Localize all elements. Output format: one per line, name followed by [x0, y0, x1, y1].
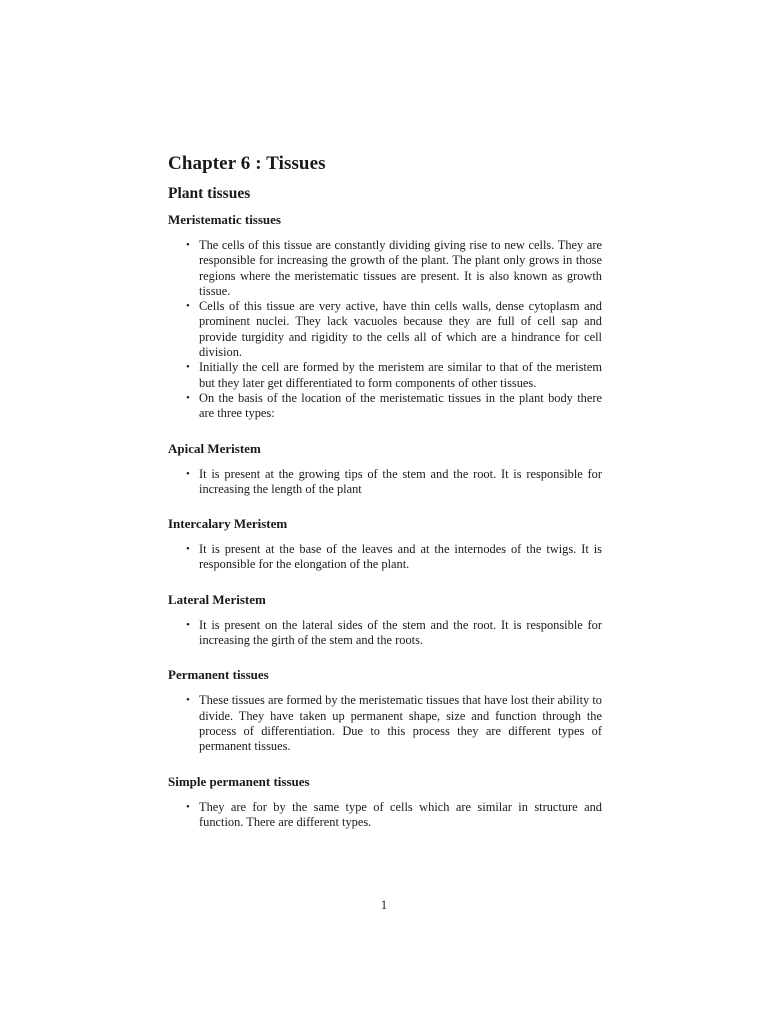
list-item: • On the basis of the location of the meristematic tissues in the plant body there are three types: — [199, 391, 602, 422]
spacer — [168, 573, 602, 592]
simple-permanent-heading: Simple permanent tissues — [168, 773, 310, 789]
intercalary-heading: Intercalary Meristem — [168, 516, 288, 532]
chapter-title: Chapter 6 : Tissues — [168, 153, 326, 174]
lateral-heading: Lateral Meristem — [168, 591, 266, 607]
apical-heading: Apical Meristem — [168, 440, 261, 456]
spacer — [168, 755, 602, 774]
meristematic-heading: Meristematic tissues — [168, 212, 281, 227]
intercalary-list — [168, 542, 602, 573]
permanent-heading: Permanent tissues — [168, 667, 269, 683]
apical-list — [168, 467, 602, 498]
list-item: • It is present at the base of the leaves and at the internodes of the twigs. It is responsible for the elongation of the plant. — [199, 542, 602, 573]
meristematic-list — [168, 238, 602, 422]
page-number: 1 — [380, 898, 388, 912]
spacer — [168, 422, 602, 441]
list-item: • Initially the cell are formed by the meristem are similar to that of the meristem but they later get differentiated to form components of other tissues. — [199, 360, 602, 391]
list-item: • These tissues are formed by the meristematic tissues that have lost their ability to divide. They have taken up permanent shape, size and function through the process of differentiation. Due to this process they are different types of permanent tissues. — [199, 693, 602, 754]
document-page — [168, 153, 602, 830]
spacer — [168, 497, 602, 516]
simple-permanent-list — [168, 800, 602, 831]
list-item: • The cells of this tissue are constantly dividing giving rise to new cells. They are responsible for increasing the growth of the plant. The plant only grows in those regions where the meristematic tissues are present. It is also known as growth tissue. — [199, 238, 602, 299]
list-item: • It is present at the growing tips of the stem and the root. It is responsible for increasing the length of the plant — [199, 467, 602, 498]
permanent-list — [168, 693, 602, 754]
list-item: • They are for by the same type of cells which are similar in structure and function. There are different types. — [199, 800, 602, 831]
list-item: • It is present on the lateral sides of the stem and the root. It is responsible for increasing the girth of the stem and the roots. — [199, 618, 602, 649]
spacer — [168, 648, 602, 667]
section-title: Plant tissues — [168, 185, 251, 202]
lateral-list — [168, 618, 602, 649]
list-item: • Cells of this tissue are very active, have thin cells walls, dense cytoplasm and prominent nuclei. They lack vacuoles because they are full of cell sap and provide turgidity and rigidity to the cells all of which are a hindrance for cell division. — [199, 299, 602, 360]
